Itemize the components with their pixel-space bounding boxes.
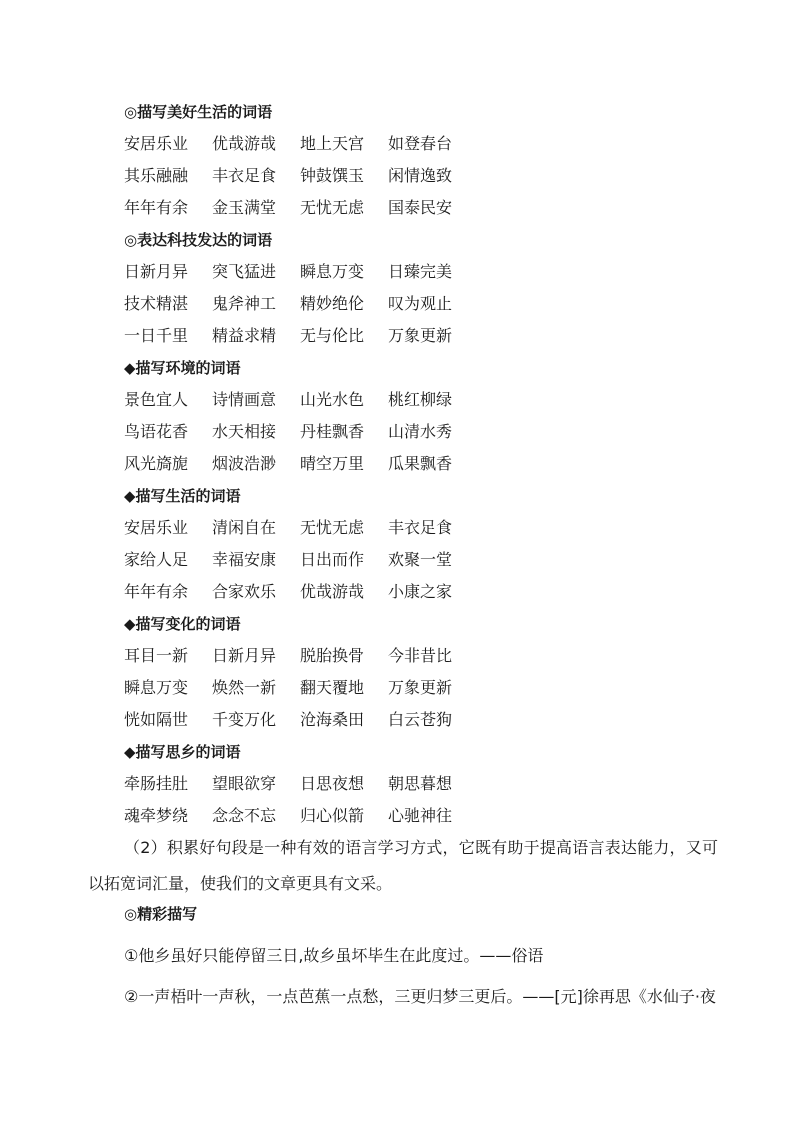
quote-line-2: ②一声梧叶一声秋，一点芭蕉一点愁，三更归梦三更后。——[元]徐再思《水仙子·夜 [124,987,716,1006]
vocabulary-term: 一日千里 [124,326,189,345]
vocabulary-term: 日新月异 [212,646,277,665]
section-heading: ◆描写环境的词语 [124,359,241,377]
vocabulary-term: 水天相接 [212,422,277,441]
vocabulary-term: 地上天宫 [300,134,365,153]
vocabulary-term: 优哉游哉 [212,134,277,153]
vocabulary-term: 安居乐业 [124,134,189,153]
vocabulary-term: 山清水秀 [388,422,453,441]
vocabulary-term: 魂牵梦绕 [124,806,189,825]
vocabulary-term: 晴空万里 [300,454,365,473]
vocabulary-term: 诗情画意 [212,390,277,409]
vocabulary-term: 朝思暮想 [388,774,453,793]
vocabulary-term: 如登春台 [388,134,453,153]
vocabulary-term: 山光水色 [300,390,365,409]
vocabulary-term: 万象更新 [388,326,453,345]
vocabulary-term: 合家欢乐 [212,582,277,601]
vocabulary-sections [124,96,724,832]
vocabulary-term: 日思夜想 [300,774,365,793]
vocabulary-term: 技术精湛 [124,294,189,313]
vocabulary-term: 白云苍狗 [388,710,453,729]
term-row [124,672,724,704]
vocabulary-term: 桃红柳绿 [388,390,453,409]
vocabulary-term: 国泰民安 [388,198,453,217]
vocabulary-term: 烟波浩渺 [212,454,277,473]
vocabulary-term: 丰衣足食 [388,518,453,537]
vocabulary-term: 突飞猛进 [212,262,277,281]
vocabulary-term: 牵肠挂肚 [124,774,189,793]
term-row [124,192,724,224]
vocabulary-term: 念念不忘 [212,806,277,825]
vocabulary-term: 万象更新 [388,678,453,697]
vocabulary-term: 心驰神往 [388,806,453,825]
vocabulary-term: 千变万化 [212,710,277,729]
vocabulary-term: 脱胎换骨 [300,646,365,665]
vocabulary-term: 小康之家 [388,582,453,601]
section-heading: ◆描写思乡的词语 [124,743,241,761]
vocabulary-term: 金玉满堂 [212,198,277,217]
term-row [124,160,724,192]
section-heading: ◆描写变化的词语 [124,615,241,633]
term-row [124,448,724,480]
term-row [124,320,724,352]
vocabulary-term: 景色宜人 [124,390,189,409]
vocabulary-term: 无忧无虑 [300,518,365,537]
vocabulary-term: 丹桂飘香 [300,422,365,441]
vocabulary-term: 今非昔比 [388,646,453,665]
vocabulary-term: 其乐融融 [124,166,189,185]
term-row [124,640,724,672]
term-row [124,512,724,544]
vocabulary-term: 日出而作 [300,550,365,569]
vocabulary-term: 精妙绝伦 [300,294,365,313]
vocabulary-term: 钟鼓馔玉 [300,166,365,185]
vocabulary-term: 瞬息万变 [124,678,189,697]
section-heading: ◆描写生活的词语 [124,487,241,505]
vocabulary-term: 日新月异 [124,262,189,281]
vocabulary-term: 归心似箭 [300,806,365,825]
term-row [124,800,724,832]
vocabulary-term: 叹为观止 [388,294,453,313]
section-heading: ◎描写美好生活的词语 [124,103,273,121]
vocabulary-term: 耳目一新 [124,646,189,665]
term-row [124,128,724,160]
term-row [124,288,724,320]
vocabulary-term: 日臻完美 [388,262,453,281]
term-row [124,768,724,800]
vocabulary-term: 风光旖旎 [124,454,189,473]
vocabulary-term: 闲情逸致 [388,166,453,185]
vocabulary-term: 鸟语花香 [124,422,189,441]
term-row [124,384,724,416]
vocabulary-term: 望眼欲穿 [212,774,277,793]
vocabulary-term: 欢聚一堂 [388,550,453,569]
vocabulary-term: 安居乐业 [124,518,189,537]
term-row [124,256,724,288]
paragraph-accumulate-sentences: （2）积累好句段是一种有效的语言学习方式，它既有助于提高语言表达能力，又可以拓宽词汇量，使我们的文章更具有文采。 [88,838,718,893]
vocabulary-term: 优哉游哉 [300,582,365,601]
vocabulary-term: 恍如隔世 [124,710,189,729]
vocabulary-term: 瞬息万变 [300,262,365,281]
term-row [124,544,724,576]
vocabulary-term: 无忧无虑 [300,198,365,217]
vocabulary-term: 无与伦比 [300,326,365,345]
vocabulary-term: 焕然一新 [212,678,277,697]
section-heading: ◎表达科技发达的词语 [124,231,273,249]
vocabulary-term: 沧海桑田 [300,710,365,729]
vocabulary-term: 瓜果飘香 [388,454,453,473]
vocabulary-term: 幸福安康 [212,550,277,569]
excerpt-heading: ◎精彩描写 [124,905,198,923]
quote-line-1: ①他乡虽好只能停留三日,故乡虽坏毕生在此度过。——俗语 [124,946,544,965]
vocabulary-term: 丰衣足食 [212,166,277,185]
vocabulary-term: 鬼斧神工 [212,294,277,313]
vocabulary-term: 年年有余 [124,582,189,601]
term-row [124,416,724,448]
term-row [124,576,724,608]
vocabulary-term: 精益求精 [212,326,277,345]
vocabulary-term: 翻天覆地 [300,678,365,697]
vocabulary-term: 家给人足 [124,550,189,569]
vocabulary-term: 清闲自在 [212,518,277,537]
term-row [124,704,724,736]
vocabulary-term: 年年有余 [124,198,189,217]
